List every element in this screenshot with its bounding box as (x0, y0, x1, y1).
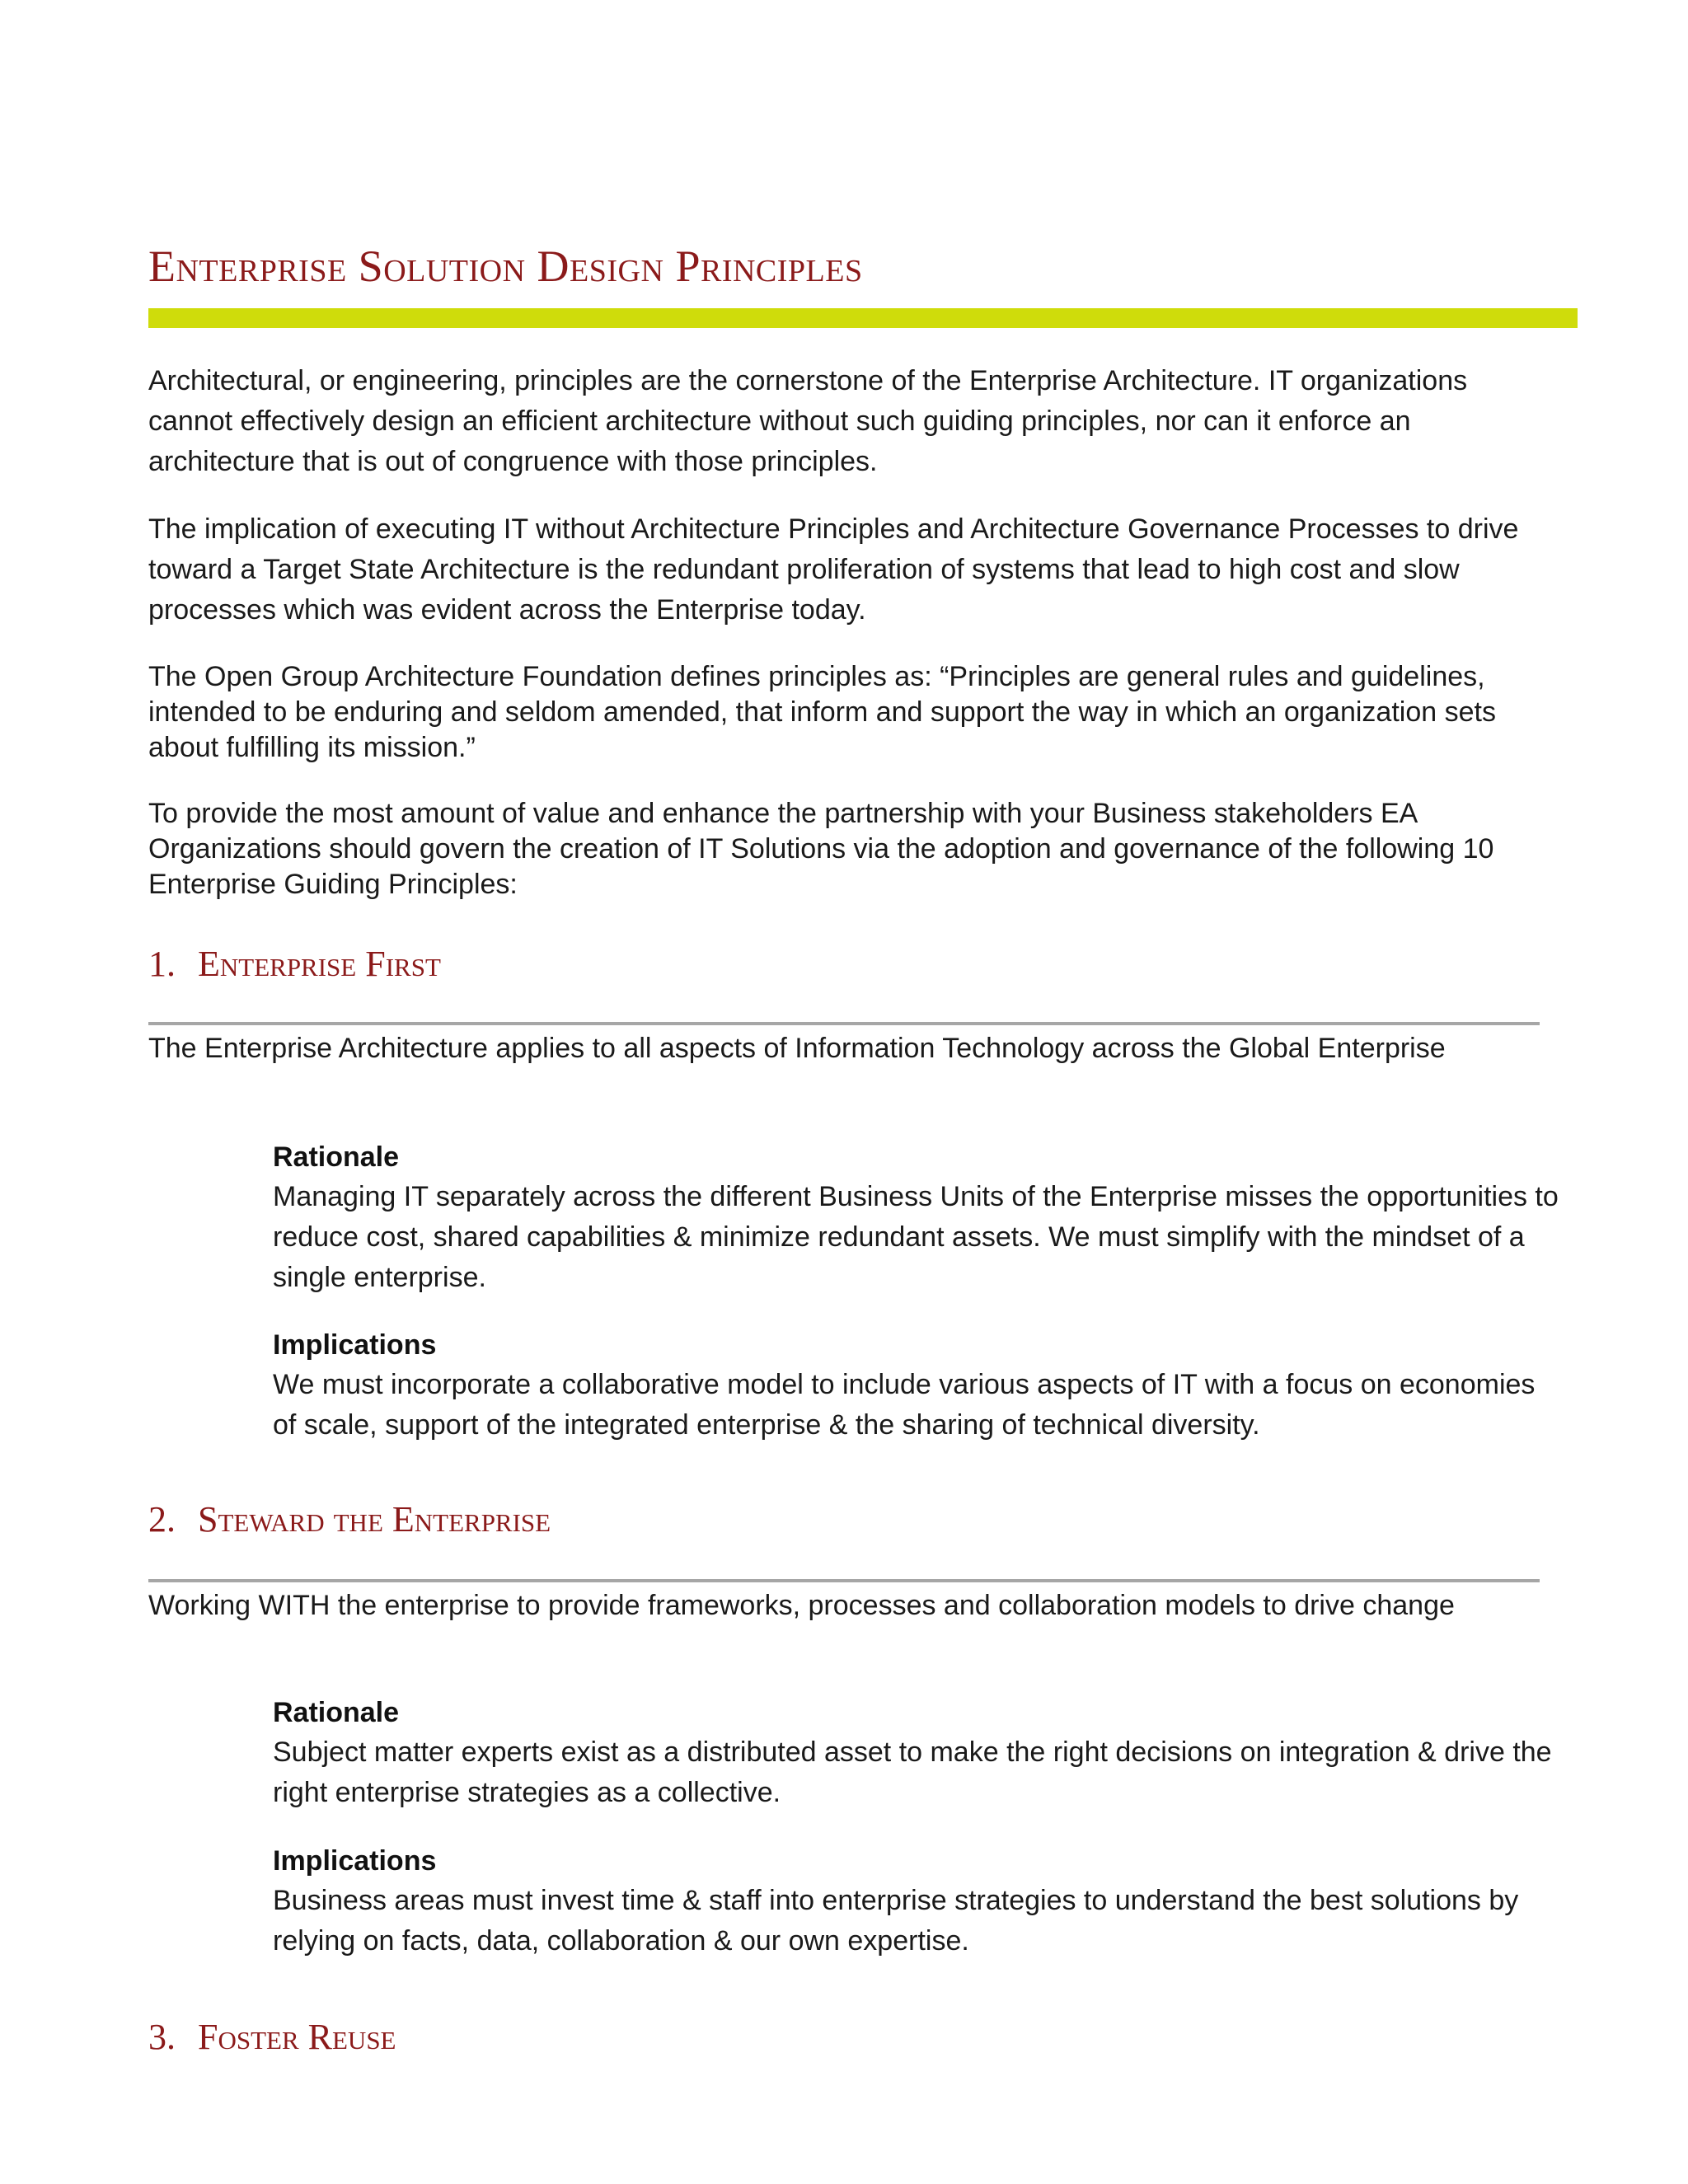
principle-3-title: Foster Reuse (198, 2017, 396, 2057)
principle-1-divider (148, 1022, 1540, 1025)
principle-2-rationale-label: Rationale (273, 1697, 400, 1728)
principle-2-rationale-text: Subject matter experts exist as a distributed asset to make the right decisions on integration & drive the right enterprise strategies as a collective. (273, 1736, 1552, 1808)
principle-1-rationale-text: Managing IT separately across the different Business Units of the Enterprise misses the opportunities to reduce cost, shared capabilities & minimize redundant assets. We must simplify with the mindset of a single enterprise. (273, 1181, 1559, 1293)
title-underline-bar (148, 308, 1578, 328)
principle-1-title: Enterprise First (198, 944, 441, 984)
principle-1-implications (273, 1325, 1559, 1446)
principle-1-heading (148, 943, 441, 985)
principle-1-implications-text: We must incorporate a collaborative model to include various aspects of IT with a focus on economies of scale, support of the integrated enterprise & the sharing of technical diversity. (273, 1369, 1536, 1441)
document-title: Enterprise Solution Design Principles (148, 241, 863, 291)
principle-3-number: 3. (148, 2017, 176, 2057)
principle-2-number: 2. (148, 1499, 176, 1540)
principle-2-implications (273, 1841, 1559, 1961)
principle-1-statement: The Enterprise Architecture applies to all aspects of Information Technology across the Global Enterprise (148, 1033, 1446, 1064)
intro-paragraph-4: To provide the most amount of value and enhance the partnership with your Business stakeholders EA Organizations should govern the creation of IT Solutions via the adoption and governance of the following 10 Enterprise Guiding Principles: (148, 798, 1494, 900)
principle-2-divider (148, 1579, 1540, 1582)
intro-paragraph-2: The implication of executing IT without Architecture Principles and Architecture Governance Processes to drive toward a Target State Architecture is the redundant proliferation of systems that lead to high cost and slow processes which was evident across the Enterprise today. (148, 513, 1519, 626)
principle-1-rationale-label: Rationale (273, 1141, 400, 1173)
principle-1-rationale (273, 1137, 1559, 1298)
intro-paragraph-1: Architectural, or engineering, principles are the cornerstone of the Enterprise Architecture. IT organizations cannot effectively design an efficient architecture without such guiding principles, nor can it enforce an architecture that is out of congruence with those principles. (148, 365, 1468, 477)
principle-2-statement: Working WITH the enterprise to provide frameworks, processes and collaboration models to drive change (148, 1590, 1455, 1621)
principle-2-rationale (273, 1693, 1559, 1813)
principle-2-implications-label: Implications (273, 1845, 437, 1877)
principle-1-implications-label: Implications (273, 1329, 437, 1361)
principle-2-heading (148, 1498, 551, 1540)
principle-2-title: Steward the Enterprise (198, 1499, 551, 1540)
principle-3-heading (148, 2016, 396, 2058)
principle-1-number: 1. (148, 944, 176, 984)
principle-2-implications-text: Business areas must invest time & staff into enterprise strategies to understand the best solutions by relying on facts, data, collaboration & our own expertise. (273, 1885, 1519, 1957)
intro-paragraph-3: The Open Group Architecture Foundation defines principles as: “Principles are general rules and guidelines, intended to be enduring and seldom amended, that inform and support the way in which an organization sets about fulfilling its mission.” (148, 661, 1496, 763)
